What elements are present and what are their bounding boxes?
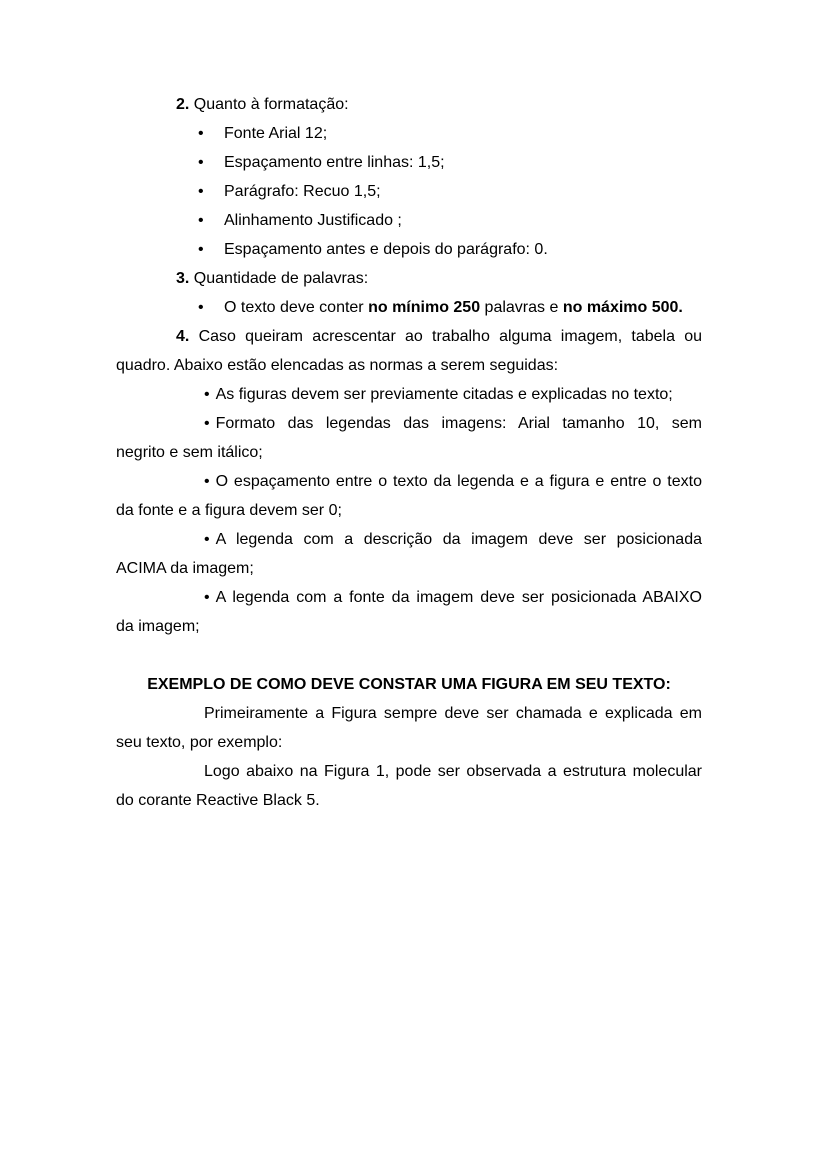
word-count-title: Quantidade de palavras:	[193, 270, 369, 287]
formatting-item-1: Fonte Arial 12;	[224, 125, 328, 142]
example-para2-line2: do corante Reactive Black 5.	[116, 792, 320, 809]
bullet-icon: •	[198, 125, 204, 142]
image-rule-3-line1: O espaçamento entre o texto da legenda e a figura e entre o texto	[215, 473, 702, 490]
image-rule-1	[116, 380, 702, 409]
blank-line	[116, 641, 702, 670]
formatting-item-5: Espaçamento antes e depois do parágrafo: 0.	[224, 241, 548, 258]
bullet-icon: •	[204, 386, 210, 403]
bullet-icon: •	[198, 183, 204, 200]
image-rule-3	[116, 467, 702, 525]
image-rule-2-line1: Formato das legendas das imagens: Arial tamanho 10, sem	[215, 415, 702, 432]
bullet-icon: •	[204, 473, 210, 490]
list-item	[116, 177, 702, 206]
bullet-icon: •	[204, 531, 210, 548]
list-item	[116, 119, 702, 148]
list-item	[116, 148, 702, 177]
formatting-item-2: Espaçamento entre linhas: 1,5;	[224, 154, 445, 171]
example-paragraph-1	[116, 699, 702, 757]
images-intro-line2: quadro. Abaixo estão elencadas as normas a serem seguidas:	[116, 357, 559, 374]
images-intro-line1: Caso queiram acrescentar ao trabalho alguma imagem, tabela ou	[198, 328, 702, 345]
bullet-icon: •	[204, 415, 210, 432]
image-rule-4-line2: ACIMA da imagem;	[116, 560, 254, 577]
formatting-item-3: Parágrafo: Recuo 1,5;	[224, 183, 381, 200]
list-item	[116, 293, 702, 322]
image-rule-2-line2: negrito e sem itálico;	[116, 444, 263, 461]
word-count-text-2: palavras e	[480, 299, 563, 316]
image-rule-5-line1: A legenda com a fonte da imagem deve ser posicionada ABAIXO	[215, 589, 702, 606]
image-rule-4	[116, 525, 702, 583]
image-rule-5-line2: da imagem;	[116, 618, 200, 635]
bullet-icon: •	[198, 241, 204, 258]
example-para1-line2: seu texto, por exemplo:	[116, 734, 283, 751]
formatting-item-4: Alinhamento Justificado ;	[224, 212, 402, 229]
word-count-number: 3.	[176, 270, 190, 287]
image-rule-1-line1: As figuras devem ser previamente citadas e explicadas no texto;	[215, 386, 673, 403]
formatting-title: Quanto à formatação:	[193, 96, 349, 113]
images-intro	[116, 322, 702, 380]
formatting-heading	[116, 90, 702, 119]
images-number: 4.	[176, 328, 190, 345]
example-heading: EXEMPLO DE COMO DEVE CONSTAR UMA FIGURA EM SEU TEXTO:	[147, 676, 671, 693]
list-item	[116, 235, 702, 264]
word-count-max: no máximo 500.	[562, 299, 683, 316]
image-rule-3-line2: da fonte e a figura devem ser 0;	[116, 502, 342, 519]
list-item	[116, 206, 702, 235]
bullet-icon: •	[204, 589, 210, 606]
image-rule-4-line1: A legenda com a descrição da imagem deve ser posicionada	[215, 531, 702, 548]
word-count-text-1: O texto deve conter	[224, 299, 369, 316]
bullet-icon: •	[198, 212, 204, 229]
bullet-icon: •	[198, 299, 204, 316]
bullet-icon: •	[198, 154, 204, 171]
example-para1-line1: Primeiramente a Figura sempre deve ser chamada e explicada em	[204, 705, 702, 722]
image-rule-5	[116, 583, 702, 641]
example-paragraph-2	[116, 757, 702, 815]
image-rule-2	[116, 409, 702, 467]
example-para2-line1: Logo abaixo na Figura 1, pode ser observada a estrutura molecular	[204, 763, 702, 780]
word-count-min: no mínimo 250	[368, 299, 481, 316]
word-count-heading	[116, 264, 702, 293]
formatting-number: 2.	[176, 96, 190, 113]
document-page	[116, 90, 702, 815]
